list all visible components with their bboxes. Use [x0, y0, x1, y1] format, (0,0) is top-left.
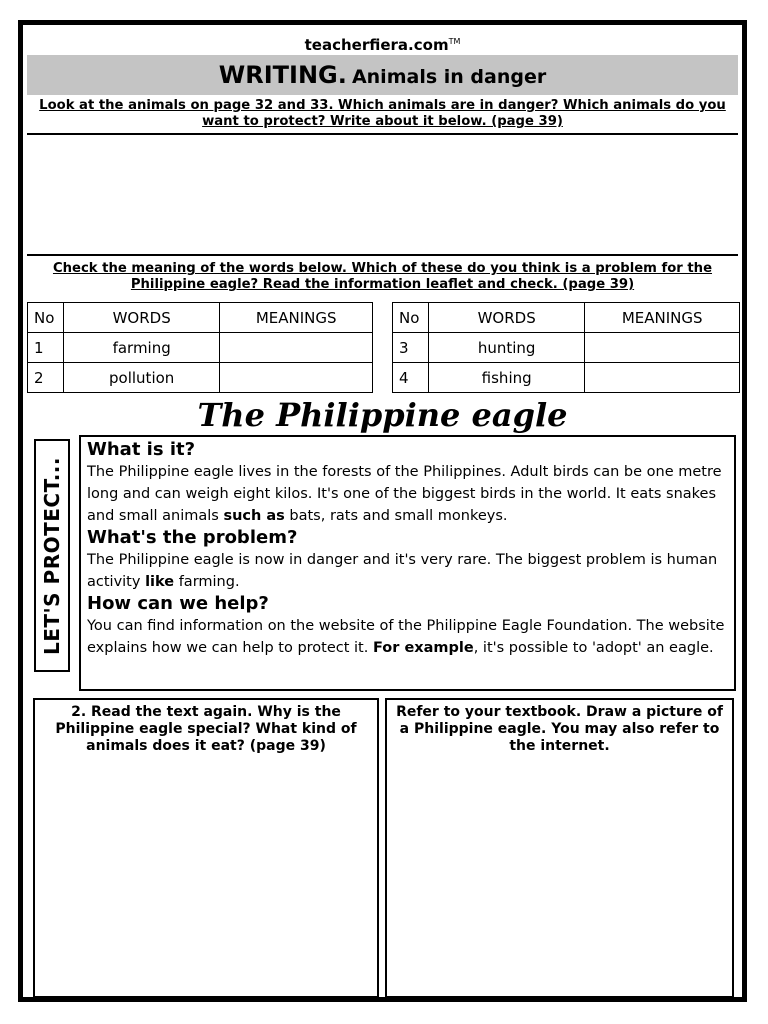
table-row	[28, 333, 373, 363]
text-part: farming.	[174, 574, 240, 590]
text-part: bats, rats and small monkeys.	[284, 508, 508, 524]
title-main: WRITING.	[218, 61, 347, 89]
row-number: 4	[393, 363, 429, 393]
writing-answer-box[interactable]	[27, 133, 738, 256]
bold-phrase: like	[145, 574, 175, 590]
row-meaning-cell[interactable]	[220, 363, 373, 393]
row-number: 2	[28, 363, 64, 393]
site-name-text: teacherfiera.com	[304, 36, 449, 54]
table-header-row	[393, 303, 740, 333]
table-row	[28, 363, 373, 393]
reading-title: The Philippine eagle	[197, 396, 568, 434]
row-word: hunting	[428, 333, 584, 363]
section-heading-what-is-it: What is it?	[87, 439, 196, 460]
title-bar	[27, 55, 738, 95]
row-number: 1	[28, 333, 64, 363]
drawing-prompt: Refer to your textbook. Draw a picture of a Philippine eagle. You may also refer to the internet.	[396, 704, 723, 754]
section-heading-problem: What's the problem?	[87, 527, 298, 548]
header-meanings: MEANINGS	[220, 303, 373, 333]
section-text-what-is-it	[87, 461, 728, 527]
table-row	[393, 363, 740, 393]
bold-phrase: such as	[223, 508, 285, 524]
header-no: No	[393, 303, 429, 333]
side-label-text: LET'S PROTECT...	[40, 456, 64, 655]
row-word: fishing	[428, 363, 584, 393]
bold-phrase: For example	[372, 640, 474, 656]
question-2-prompt: 2. Read the text again. Why is the Philippine eagle special? What kind of animals does it eat? (page 39)	[55, 704, 357, 754]
row-meaning-cell[interactable]	[585, 363, 740, 393]
side-label-box	[34, 439, 70, 672]
info-leaflet	[79, 435, 736, 691]
vocabulary-table-left	[27, 302, 373, 393]
section-heading-help: How can we help?	[87, 593, 269, 614]
section-text-problem	[87, 549, 728, 593]
section-text-help	[87, 615, 728, 659]
site-name	[23, 29, 742, 55]
title-subtitle: Animals in danger	[351, 66, 547, 88]
table-row	[393, 333, 740, 363]
table-header-row	[28, 303, 373, 333]
question-2-answer-box[interactable]	[33, 698, 379, 998]
row-word: farming	[63, 333, 219, 363]
text-part: You can find information on the website of the Philippine Eagle Foundation. The website explains how we can help to protect it.	[87, 618, 725, 656]
drawing-box[interactable]	[385, 698, 734, 998]
header-meanings: MEANINGS	[585, 303, 740, 333]
row-word: pollution	[63, 363, 219, 393]
header-words: WORDS	[428, 303, 584, 333]
text-part: The Philippine eagle is now in danger and it's very rare. The biggest problem is human activity	[87, 552, 718, 590]
header-words: WORDS	[63, 303, 219, 333]
row-meaning-cell[interactable]	[220, 333, 373, 363]
vocabulary-table-right	[392, 302, 740, 393]
text-part: The Philippine eagle lives in the forests of the Philippines. Adult birds can be one metre long and can weigh eight kilos. It's one of the biggest birds in the world. It eats snakes and small animals	[87, 464, 722, 524]
trademark-mark: TM	[448, 37, 461, 46]
row-number: 3	[393, 333, 429, 363]
worksheet-page	[18, 20, 747, 1002]
writing-instruction: Look at the animals on page 32 and 33. Which animals are in danger? Which animals do you want to protect? Write about it below. (page 39)	[39, 98, 726, 129]
vocabulary-instruction: Check the meaning of the words below. Which of these do you think is a problem for the Philippine eagle? Read the information leaflet and check. (page 39)	[52, 261, 713, 292]
row-meaning-cell[interactable]	[585, 333, 740, 363]
text-part: , it's possible to 'adopt' an eagle.	[473, 640, 714, 656]
header-no: No	[28, 303, 64, 333]
